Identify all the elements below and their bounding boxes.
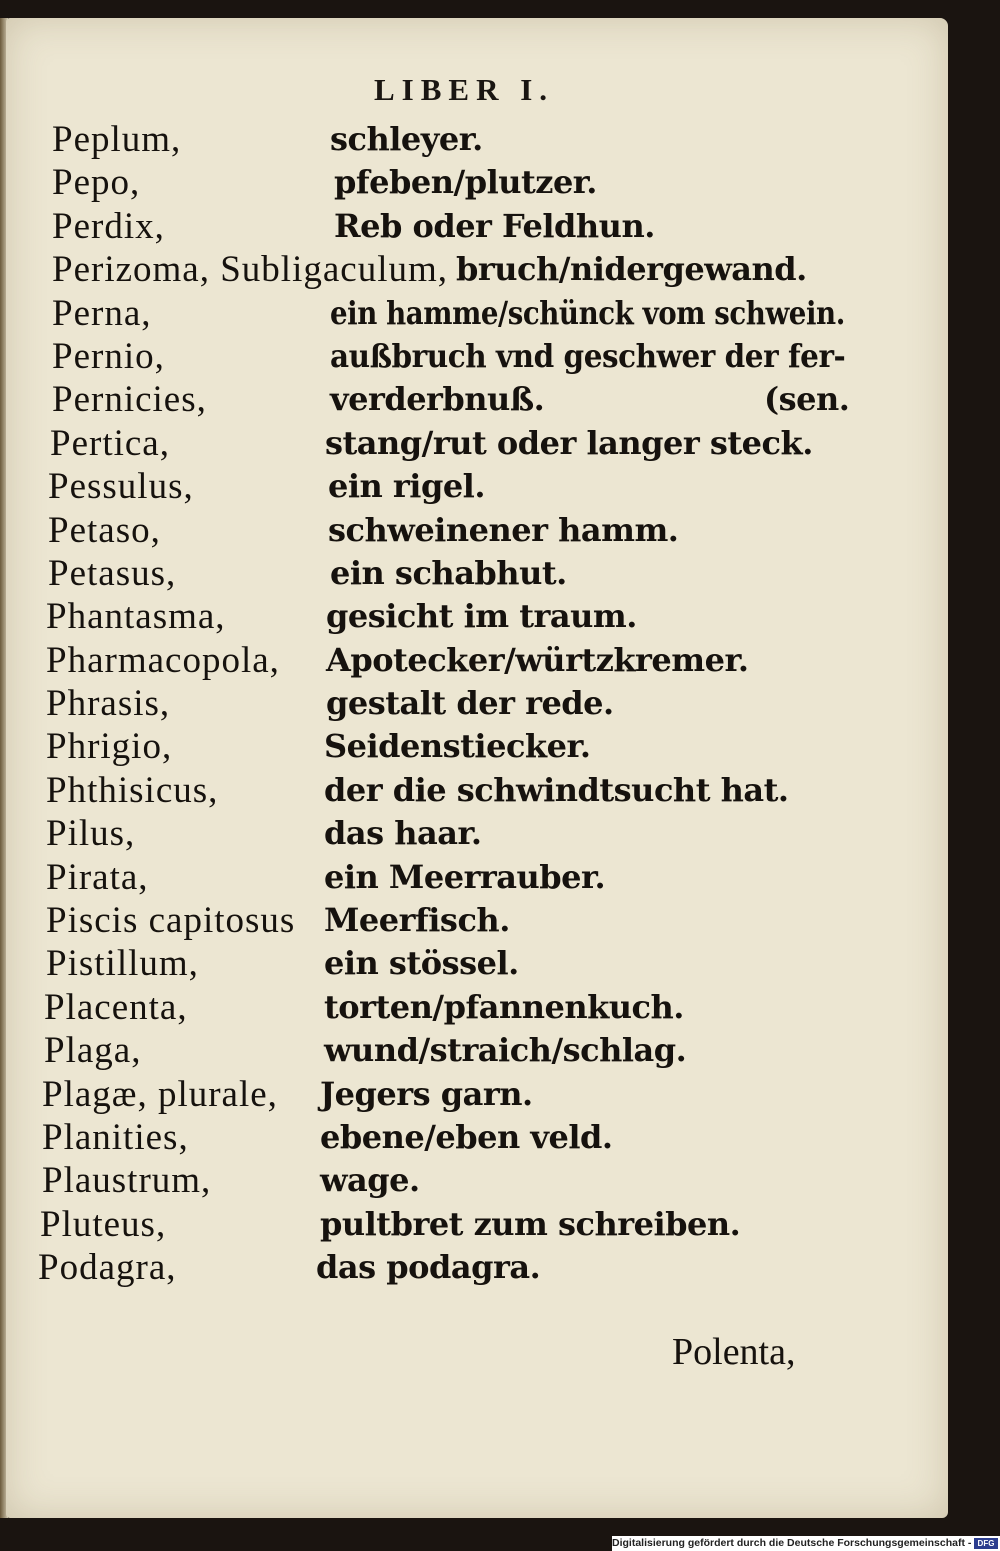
german-translation: gesicht im traum. [326, 597, 637, 636]
latin-term: Pernio, [52, 335, 165, 377]
glossary-entry [0, 1029, 1000, 1072]
latin-term: Pistillum, [46, 943, 199, 985]
latin-term: Peplum, [52, 119, 182, 160]
latin-term: Pirata, [46, 856, 149, 898]
funding-footer-text: Digitalisierung gefördert durch die Deutsche Forschungsgemeinschaft - [612, 1537, 972, 1549]
german-translation: außbruch vnd geschwer der fer- [330, 336, 846, 375]
glossary-entry [0, 1073, 1000, 1116]
glossary-entry [0, 205, 1000, 248]
german-translation: ein hamme/schünck vom schwein. [330, 293, 845, 332]
german-translation: Jegers garn. [320, 1074, 533, 1113]
german-translation: schleyer. [330, 120, 483, 158]
latin-term: Perizoma, Subligaculum, [52, 249, 449, 291]
german-translation: ein Meerrauber. [324, 857, 606, 896]
german-translation: pfeben/plutzer. [334, 163, 597, 202]
glossary-entry [0, 292, 1000, 335]
glossary-entry [0, 1203, 1000, 1246]
german-translation: der die schwindtsucht hat. [324, 770, 789, 809]
german-translation: torten/pfannenkuch. [324, 987, 684, 1026]
german-translation: schweinener hamm. [328, 510, 679, 549]
latin-term: Pilus, [46, 813, 136, 855]
glossary-entry [0, 899, 1000, 942]
glossary-entry [0, 986, 1000, 1029]
latin-term: Phthisicus, [46, 769, 219, 811]
funding-footer [612, 1536, 1000, 1551]
german-translation: das podagra. [316, 1248, 541, 1287]
german-translation: gestalt der rede. [326, 684, 614, 723]
german-translation: wund/straich/schlag. [324, 1031, 687, 1070]
latin-term: Petasus, [48, 552, 177, 594]
latin-term: Pessulus, [48, 466, 194, 508]
german-translation: Seidenstiecker. [324, 727, 591, 766]
glossary-entry [0, 422, 1000, 465]
latin-term: Phrigio, [46, 726, 173, 768]
glossary-entry [0, 725, 1000, 768]
latin-term: Pernicies, [52, 379, 207, 421]
glossary-entry [0, 856, 1000, 899]
german-translation: Apotecker/würtzkremer. [326, 640, 749, 679]
latin-term: Piscis capitosus [46, 900, 296, 942]
latin-term: Placenta, [44, 986, 188, 1028]
latin-term: Plagæ, plurale, [42, 1073, 278, 1115]
latin-term: Pertica, [50, 422, 170, 464]
glossary-entry [0, 378, 1000, 421]
glossary-entry [0, 812, 1000, 855]
latin-term: Phantasma, [46, 596, 226, 638]
latin-term: Petaso, [48, 509, 161, 551]
german-translation: bruch/nidergewand. [456, 250, 807, 289]
line-continuation: (sen. [764, 380, 850, 419]
glossary-entry [0, 1159, 1000, 1202]
german-translation: ein schabhut. [330, 553, 567, 592]
german-translation: ein rigel. [328, 467, 485, 506]
glossary-entry [0, 161, 1000, 204]
german-translation: stang/rut oder langer steck. [325, 423, 813, 462]
latin-term: Plaga, [44, 1030, 142, 1072]
glossary-entry [0, 1116, 1000, 1159]
running-header [0, 72, 1000, 108]
latin-term: Pharmacopola, [46, 639, 280, 681]
german-translation: ebene/eben veld. [320, 1117, 613, 1156]
latin-term: Pluteus, [40, 1203, 167, 1245]
german-translation: pultbret zum schreiben. [320, 1204, 741, 1243]
german-translation: ein stössel. [324, 944, 519, 983]
glossary-entry [0, 118, 1000, 161]
glossary-entry [0, 465, 1000, 508]
glossary-entry [0, 639, 1000, 682]
catchword: Polenta, [672, 1331, 796, 1373]
glossary-entry [0, 595, 1000, 638]
glossary-entry [0, 1246, 1000, 1289]
german-translation: Reb oder Feldhun. [334, 206, 655, 245]
german-translation: Meerfisch. [324, 901, 510, 940]
glossary-entry [0, 682, 1000, 725]
latin-term: Plaustrum, [42, 1160, 212, 1202]
latin-term: Podagra, [38, 1247, 177, 1289]
latin-term: Pepo, [52, 162, 141, 204]
glossary-entry [0, 552, 1000, 595]
running-header-text: LIBER I. [373, 72, 555, 107]
glossary-entry [0, 248, 1000, 291]
german-translation: das haar. [324, 814, 482, 853]
glossary-entry [0, 509, 1000, 552]
german-translation: wage. [320, 1161, 420, 1200]
dfg-logo: DFG [974, 1538, 998, 1549]
latin-term: Perna, [52, 292, 152, 334]
glossary-entry [0, 335, 1000, 378]
glossary-entry [0, 942, 1000, 985]
glossary-entries [0, 118, 1000, 1290]
latin-term: Planities, [42, 1116, 189, 1158]
latin-term: Perdix, [52, 205, 165, 247]
latin-term: Phrasis, [46, 683, 171, 725]
glossary-entry [0, 769, 1000, 812]
german-translation: verderbnuß. [330, 380, 545, 419]
